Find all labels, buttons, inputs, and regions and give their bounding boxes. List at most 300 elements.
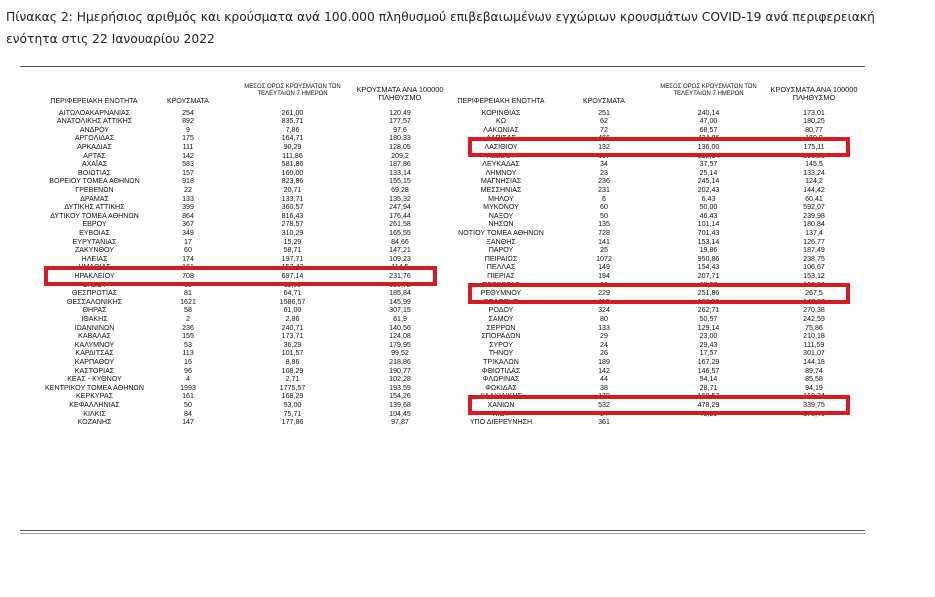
right-cell-avg: 47,00 [699,117,718,126]
right-cell-region: ΦΩΚΙΔΑΣ [485,383,517,392]
right-cell-cases: 84 [600,409,608,418]
left-cell-region: ΑΡΓΟΛΙΔΑΣ [74,134,115,143]
left-cell-region: ΚΑΡΔΙΤΣΑΣ [75,349,114,358]
right-cell-per100k: 238,75 [803,254,825,263]
right-cell-region: ΤΗΝΟΥ [488,349,514,358]
left-cell-cases: 58 [184,306,192,315]
right-cell-avg: 29,43 [699,340,718,349]
right-cell-avg: 262,71 [697,306,720,315]
left-cell-avg: 36,29 [283,340,302,349]
left-cell-cases: 1993 [180,383,196,392]
right-cell-cases: 23 [600,168,608,177]
left-cell-avg: 90,29 [283,142,302,151]
left-cell-per100k: 154,26 [389,392,411,401]
right-cell-cases: 6 [602,194,606,203]
right-cell-cases: 24 [600,340,608,349]
left-cell-avg: 61,00 [283,306,302,315]
left-cell-region: ΙΩΑΝΝΙΝΩΝ [74,323,115,332]
right-cell-avg: 101,14 [697,220,720,229]
left-cell-region: ΕΥΡΥΤΑΝΙΑΣ [72,237,117,246]
left-cell-cases: 399 [182,203,194,212]
left-cell-cases: 583 [182,160,194,169]
left-cell-cases: 254 [182,108,194,117]
right-cell-region: ΛΕΥΚΑΔΑΣ [482,160,520,169]
left-cell-cases: 60 [184,246,192,255]
right-cell-per100k: 180,25 [803,117,825,126]
left-cell-per100k: 102,28 [389,375,411,384]
right-cell-region: ΚΩ [495,117,507,126]
right-cell-per100k: 169,9 [805,134,823,143]
left-cell-per100k: 99,52 [391,349,409,358]
left-cell-avg: 168,29 [281,392,304,401]
left-cell-region: ΚΙΛΚΙΣ [83,409,106,418]
left-cell-region: ΖΑΚΥΝΘΟΥ [74,246,115,255]
left-cell-region: ΒΟΙΩΤΙΑΣ [78,168,111,177]
right-cell-avg: 129,14 [697,323,720,332]
left-cell-per100k: 139,68 [389,400,411,409]
left-header-cases: ΚΡΟΥΣΜΑΤΑ [167,98,209,105]
right-cell-per100k: 180,84 [803,220,825,229]
left-cell-avg: 2,71 [285,375,300,384]
left-cell-per100k: 124,08 [389,332,411,341]
left-cell-per100k: 61,9 [393,314,407,323]
right-cell-cases: 62 [600,117,608,126]
right-cell-cases: 141 [598,237,610,246]
left-cell-region: ΔΥΤΙΚΗΣ ΑΤΤΙΚΗΣ [64,203,125,212]
right-cell-per100k: 145,5 [805,160,823,169]
left-cell-avg: 835,71 [281,117,304,126]
left-cell-region: ΑΡΚΑΔΙΑΣ [77,142,112,151]
right-cell-region: ΣΕΡΡΩΝ [486,323,516,332]
left-cell-cases: 81 [184,289,192,298]
right-cell-per100k: 106,67 [803,263,825,272]
right-cell-region: ΜΕΣΣΗΝΙΑΣ [480,185,522,194]
left-cell-region: ΚΑΛΥΜΝΟΥ [74,340,115,349]
left-cell-avg: 278,57 [281,220,304,229]
right-cell-avg: 146,57 [697,366,720,375]
left-cell-per100k: 247,94 [389,203,411,212]
left-cell-cases: 708 [182,271,194,280]
left-cell-cases: 161 [182,392,194,401]
right-cell-avg: 154,43 [697,263,720,272]
right-cell-cases: 189 [598,357,610,366]
right-cell-region: ΡΟΔΟΥ [488,306,514,315]
highlight-box [44,266,437,287]
left-header-avg: ΜΕΣΟΣ ΟΡΟΣ ΚΡΟΥΣΜΑΤΩΝ ΤΩΝ ΤΕΛΕΥΤΑΙΩΝ 7 ΗΜΕΡΩΝ [244,84,341,97]
left-cell-per100k: 135,32 [389,194,411,203]
right-cell-region: ΡΕΘΥΜΝΟΥ [480,289,522,298]
right-cell-region: ΝΑΞΟΥ [488,211,514,220]
left-cell-region: ΚΟΖΑΝΗΣ [77,418,112,427]
left-cell-region: ΑΝΑΤΟΛΙΚΗΣ ΑΤΤΙΚΗΣ [56,117,133,126]
left-cell-avg: 261,00 [281,108,304,117]
right-cell-region: ΛΕΣΒΟΥ [486,151,516,160]
right-cell-cases: 142 [598,366,610,375]
right-cell-avg: 478,29 [697,400,720,409]
left-cell-per100k: 176,44 [389,211,411,220]
left-cell-cases: 892 [182,117,194,126]
right-cell-cases: 149 [598,263,610,272]
right-cell-per100k: 270,38 [803,306,825,315]
left-cell-avg: 360,57 [281,203,304,212]
left-cell-region: ΒΟΡΕΙΟΥ ΤΟΜΕΑ ΑΘΗΝΩΝ [49,177,140,186]
left-cell-per100k: 97,6 [393,125,407,134]
left-cell-avg: 2,86 [285,314,300,323]
right-cell-cases: 25 [600,246,608,255]
right-cell-cases: 132 [598,142,610,151]
right-cell-per100k: 592,07 [803,203,825,212]
right-cell-cases: 167 [598,151,610,160]
left-cell-per100k: 128,05 [389,142,411,151]
right-cell-avg: 6,43 [701,194,716,203]
left-cell-region: ΘΑΣΟΥ [82,280,107,289]
right-cell-region: ΝΟΤΙΟΥ ΤΟΜΕΑ ΑΘΗΝΩΝ [458,228,544,237]
right-cell-cases: 50 [600,211,608,220]
left-cell-avg: 8,86 [285,357,300,366]
left-cell-avg: 310,29 [281,228,304,237]
left-cell-per100k: 180,33 [389,134,411,143]
right-cell-region: ΜΗΛΟΥ [488,194,514,203]
right-cell-per100k: 144,42 [803,185,825,194]
left-cell-region: ΘΕΣΣΑΛΟΝΙΚΗΣ [66,297,123,306]
right-cell-per100k: 94,19 [805,383,823,392]
right-cell-avg: 136,00 [697,142,720,151]
right-cell-cases: 179 [598,392,610,401]
right-cell-region: ΠΑΡΟΥ [488,246,514,255]
left-cell-per100k: 97,87 [391,418,409,427]
left-cell-region: ΕΥΒΟΙΑΣ [79,228,110,237]
right-cell-per100k: 339,75 [803,400,825,409]
right-cell-per100k: 133,24 [803,168,825,177]
right-cell-per100k: 210,18 [803,332,825,341]
right-cell-avg: 60,57 [699,280,718,289]
right-cell-cases: 466 [598,134,610,143]
right-cell-cases: 38 [600,383,608,392]
right-cell-region: ΣΠΟΡΑΔΩΝ [481,332,521,341]
right-cell-per100k: 176,46 [803,409,825,418]
right-cell-avg: 424,86 [697,134,720,143]
left-cell-per100k: 147,21 [389,246,411,255]
right-cell-avg: 68,57 [699,125,718,134]
right-cell-per100k: 89,74 [805,366,823,375]
left-cell-per100k: 193,59 [389,383,411,392]
right-cell-region: ΞΑΝΘΗΣ [486,237,516,246]
right-cell-cases: 236 [598,177,610,186]
right-cell-cases: 194 [598,271,610,280]
left-cell-region: ΚΕΝΤΡΙΚΟΥ ΤΟΜΕΑ ΑΘΗΝΩΝ [45,383,144,392]
right-cell-avg: 207,71 [697,271,720,280]
left-cell-region: ΚΕΦΑΛΛΗΝΙΑΣ [69,400,120,409]
right-cell-cases: 26 [600,349,608,358]
left-cell-per100k: 140,56 [389,323,411,332]
right-cell-avg: 28,71 [699,383,718,392]
right-cell-cases: 72 [600,125,608,134]
left-cell-region: ΚΕΡΚΥΡΑΣ [76,392,113,401]
left-cell-cases: 50 [184,400,192,409]
table-caption: Πίνακας 2: Ημερήσιος αριθμός και κρούσματα ανά 100.000 πληθυσμού επιβεβαιωμένων εγχώριων κρουσμάτων COVID-19 ανά περιφερειακή ενότητα στις 22 Ιανουαρίου 2022 [6,10,875,46]
left-cell-avg: 157,43 [281,263,304,272]
left-cell-cases: 349 [182,228,194,237]
left-cell-cases: 113 [182,349,194,358]
right-cell-cases: 532 [598,400,610,409]
right-header-per100k: ΚΡΟΥΣΜΑΤΑ ΑΝΑ 100000 ΠΛΗΘΥΣΜΟ [770,85,858,102]
left-cell-cases: 161 [182,263,194,272]
left-cell-cases: 84 [184,409,192,418]
right-cell-region: ΠΙΕΡΙΑΣ [487,271,515,280]
highlight-box [468,137,850,158]
right-cell-region: ΦΘΙΩΤΙΔΑΣ [481,366,521,375]
right-cell-cases: 324 [598,306,610,315]
left-cell-cases: 17 [184,237,192,246]
right-cell-region: ΜΥΚΟΝΟΥ [483,203,519,212]
table-row [0,418,935,427]
left-cell-region: ΔΥΤΙΚΟΥ ΤΟΜΕΑ ΑΘΗΝΩΝ [50,211,139,220]
left-cell-cases: 4 [186,375,190,384]
right-cell-per100k: 173,01 [803,108,825,117]
left-cell-region: ΔΡΑΜΑΣ [80,194,109,203]
left-cell-avg: 64,71 [283,289,302,298]
left-cell-avg: 581,86 [281,160,304,169]
bottom-rule [20,530,865,531]
right-cell-avg: 701,43 [697,228,720,237]
left-cell-cases: 175 [182,134,194,143]
right-cell-region: ΠΡΕΒΕΖΑΣ [482,280,520,289]
right-cell-per100k: 124,2 [805,177,823,186]
right-cell-region: ΧΑΛΚΙΔΙΚΗΣ [480,392,522,401]
left-cell-cases: 9 [186,125,190,134]
right-cell-per100k: 239,98 [803,211,825,220]
right-cell-region: ΛΑΣΙΘΙΟΥ [484,142,518,151]
left-cell-cases: 111 [182,142,194,151]
left-cell-cases: 147 [182,418,194,427]
right-cell-avg: 153,14 [697,237,720,246]
right-cell-per100k: 111,59 [803,340,825,349]
right-cell-avg: 19,86 [699,246,718,255]
highlight-box [468,395,850,416]
left-cell-avg: 11,00 [283,280,302,289]
right-cell-avg: 23,00 [699,332,718,341]
right-cell-avg: 240,14 [697,108,720,117]
right-cell-region: ΣΥΡΟΥ [489,340,513,349]
right-cell-region: ΛΗΜΝΟΥ [485,168,517,177]
left-cell-per100k: 187,86 [389,160,411,169]
right-cell-cases: 1072 [596,254,612,263]
left-cell-region: ΓΡΕΒΕΝΩΝ [75,185,114,194]
right-cell-region: ΦΛΩΡΙΝΑΣ [482,375,520,384]
right-cell-per100k: 147,27 [803,297,825,306]
left-cell-per100k: 165,55 [389,228,411,237]
left-cell-avg: 697,14 [281,271,304,280]
right-cell-avg: 50,00 [699,203,718,212]
left-cell-region: ΚΑΣΤΟΡΙΑΣ [74,366,115,375]
right-cell-avg: 79,29 [699,409,718,418]
right-cell-cases: 80 [600,314,608,323]
left-cell-avg: 240,71 [281,323,304,332]
right-cell-region: ΛΑΡΙΣΑΣ [486,134,516,143]
left-cell-cases: 53 [184,340,192,349]
left-cell-cases: 96 [184,366,192,375]
left-cell-cases: 157 [182,168,194,177]
left-cell-per100k: 145,99 [389,297,411,306]
right-cell-avg: 251,86 [697,289,720,298]
right-cell-avg: 950,86 [697,254,720,263]
left-cell-avg: 15,29 [283,237,302,246]
right-cell-cases: 728 [598,228,610,237]
left-cell-avg: 164,71 [281,134,304,143]
left-cell-cases: 133 [182,194,194,203]
right-header-cases: ΚΡΟΥΣΜΑΤΑ [583,98,625,105]
left-cell-avg: 20,71 [283,185,302,194]
left-cell-avg: 58,71 [283,246,302,255]
right-cell-avg: 37,57 [699,160,718,169]
right-cell-per100k: 100,56 [803,280,825,289]
left-cell-avg: 53,00 [283,400,302,409]
highlight-box [468,280,850,304]
left-cell-per100k: 307,15 [389,306,411,315]
right-cell-region: ΡΟΔΟΠΗΣ [483,297,519,306]
left-cell-per100k: 120,49 [389,108,411,117]
right-cell-region: ΝΗΣΩΝ [488,220,514,229]
left-cell-cases: 367 [182,220,194,229]
right-cell-per100k: 75,86 [805,323,823,332]
right-header-avg: ΜΕΣΟΣ ΟΡΟΣ ΚΡΟΥΣΜΑΤΩΝ ΤΩΝ ΤΕΛΕΥΤΑΙΩΝ 7 ΗΜΕΡΩΝ [660,84,757,97]
left-cell-avg: 75,71 [283,409,302,418]
left-cell-per100k: 104,45 [389,409,411,418]
right-cell-avg: 129,14 [697,151,720,160]
right-header-region: ΠΕΡΙΦΕΡΕΙΑΚΗ ΕΝΟΤΗΤΑ [457,98,545,105]
right-cell-per100k: 144,18 [803,357,825,366]
left-cell-per100k: 261,58 [389,220,411,229]
right-cell-per100k: 137,4 [805,228,823,237]
right-cell-cases: 44 [600,375,608,384]
left-cell-per100k: 185,84 [389,289,411,298]
bottom-rule-2 [20,533,865,534]
left-cell-avg: 1775,57 [279,383,306,392]
right-cell-per100k: 60,41 [805,194,823,203]
left-cell-per100k: 209,2 [391,151,409,160]
left-cell-per100k: 177,57 [389,117,411,126]
right-cell-per100k: 153,12 [803,271,825,280]
left-cell-region: ΚΕΑΣ - ΚΥΘΝΟΥ [67,375,122,384]
left-cell-per100k: 114,5 [391,263,409,272]
right-cell-avg: 167,29 [697,357,720,366]
left-cell-per100k: 231,76 [389,271,411,280]
right-cell-cases: 29 [600,332,608,341]
left-cell-region: ΕΒΡΟΥ [82,220,107,229]
left-cell-region: ΘΕΣΠΡΩΤΙΑΣ [71,289,118,298]
left-header-region: ΠΕΡΙΦΕΡΕΙΑΚΗ ΕΝΟΤΗΤΑ [50,98,138,105]
right-cell-region: ΤΡΙΚΑΛΩΝ [483,357,519,366]
right-cell-region: ΚΟΡΙΝΘΙΑΣ [481,108,521,117]
left-cell-cases: 22 [184,185,192,194]
left-cell-per100k: 69,28 [391,185,409,194]
right-cell-cases: 361 [598,418,610,427]
left-cell-avg: 823,86 [281,177,304,186]
left-cell-per100k: 179,95 [389,340,411,349]
left-cell-cases: 16 [184,357,192,366]
right-cell-per100k: 80,77 [805,125,823,134]
left-cell-avg: 111,86 [282,151,303,160]
left-cell-cases: 864 [182,211,194,220]
left-cell-avg: 7,86 [285,125,300,134]
left-cell-avg: 816,43 [281,211,304,220]
right-cell-cases: 135 [598,220,610,229]
right-cell-per100k: 85,58 [805,375,823,384]
right-cell-avg: 25,14 [699,168,718,177]
right-cell-cases: 133 [598,323,610,332]
left-cell-per100k: 133,14 [389,168,411,177]
right-cell-avg: 50,57 [699,314,718,323]
right-cell-per100k: 301,07 [803,349,825,358]
right-cell-region: ΧΙΟΥ [492,409,510,418]
left-cell-region: ΗΡΑΚΛΕΙΟΥ [74,271,115,280]
left-cell-avg: 173,71 [281,332,304,341]
left-cell-cases: 918 [182,177,194,186]
right-cell-avg: 245,14 [697,177,720,186]
right-cell-per100k: 267,5 [805,289,823,298]
right-cell-region: ΣΑΜΟΥ [488,314,514,323]
right-cell-cases: 231 [598,185,610,194]
right-cell-region: ΛΑΚΩΝΙΑΣ [483,125,519,134]
left-cell-per100k: 155,15 [389,177,411,186]
left-cell-avg: 1586,57 [279,297,306,306]
right-cell-cases: 34 [600,160,608,169]
right-cell-per100k: 242,59 [803,314,825,323]
right-cell-cases: 251 [598,108,610,117]
left-cell-region: ΘΗΡΑΣ [82,306,107,315]
right-cell-cases: 115 [598,297,610,306]
left-cell-avg: 108,29 [281,366,304,375]
left-cell-region: ΑΙΤΩΛΟΑΚΑΡΝΑΝΙΑΣ [58,108,131,117]
left-cell-region: ΚΑΡΠΑΘΟΥ [74,357,115,366]
left-cell-per100k: 190,77 [389,366,411,375]
left-cell-avg: 101,57 [281,349,304,358]
right-cell-region: ΥΠΟ ΔΙΕΡΕΥΝΗΣΗ [469,418,533,427]
right-cell-region: ΠΕΛΛΑΣ [486,263,516,272]
left-cell-cases: 2 [186,314,190,323]
right-cell-cases: 229 [598,289,610,298]
right-cell-avg: 46,43 [699,211,718,220]
right-cell-per100k: 187,49 [803,246,825,255]
left-cell-region: ΑΧΑΪΑΣ [81,160,108,169]
left-cell-region: ΗΜΑΘΙΑΣ [78,263,111,272]
right-cell-per100k: 193,21 [803,151,825,160]
left-cell-avg: 160,00 [281,168,304,177]
left-header-per100k: ΚΡΟΥΣΜΑΤΑ ΑΝΑ 100000 ΠΛΗΘΥΣΜΟ [356,85,444,102]
right-cell-per100k: 126,77 [803,237,825,246]
left-cell-per100k: 109,23 [389,254,411,263]
left-cell-avg: 177,86 [281,418,304,427]
left-cell-avg: 133,71 [281,194,304,203]
left-cell-region: ΑΡΤΑΣ [83,151,106,160]
left-cell-cases: 1621 [180,297,196,306]
right-cell-avg: 106,29 [697,297,720,306]
left-cell-per100k: 218,86 [389,357,411,366]
left-cell-region: ΑΝΔΡΟΥ [79,125,110,134]
right-cell-region: ΧΑΝΙΩΝ [487,400,515,409]
right-cell-avg: 54,14 [699,375,718,384]
right-cell-avg: 202,43 [697,185,720,194]
right-cell-avg: 160,57 [697,392,720,401]
left-cell-cases: 174 [182,254,194,263]
left-cell-cases: 155 [182,332,194,341]
right-cell-per100k: 160,24 [803,392,825,401]
right-cell-cases: 60 [600,203,608,212]
right-cell-cases: 63 [600,280,608,289]
left-cell-cases: 142 [182,151,194,160]
left-cell-region: ΗΛΕΙΑΣ [81,254,108,263]
left-cell-cases: 18 [184,280,192,289]
